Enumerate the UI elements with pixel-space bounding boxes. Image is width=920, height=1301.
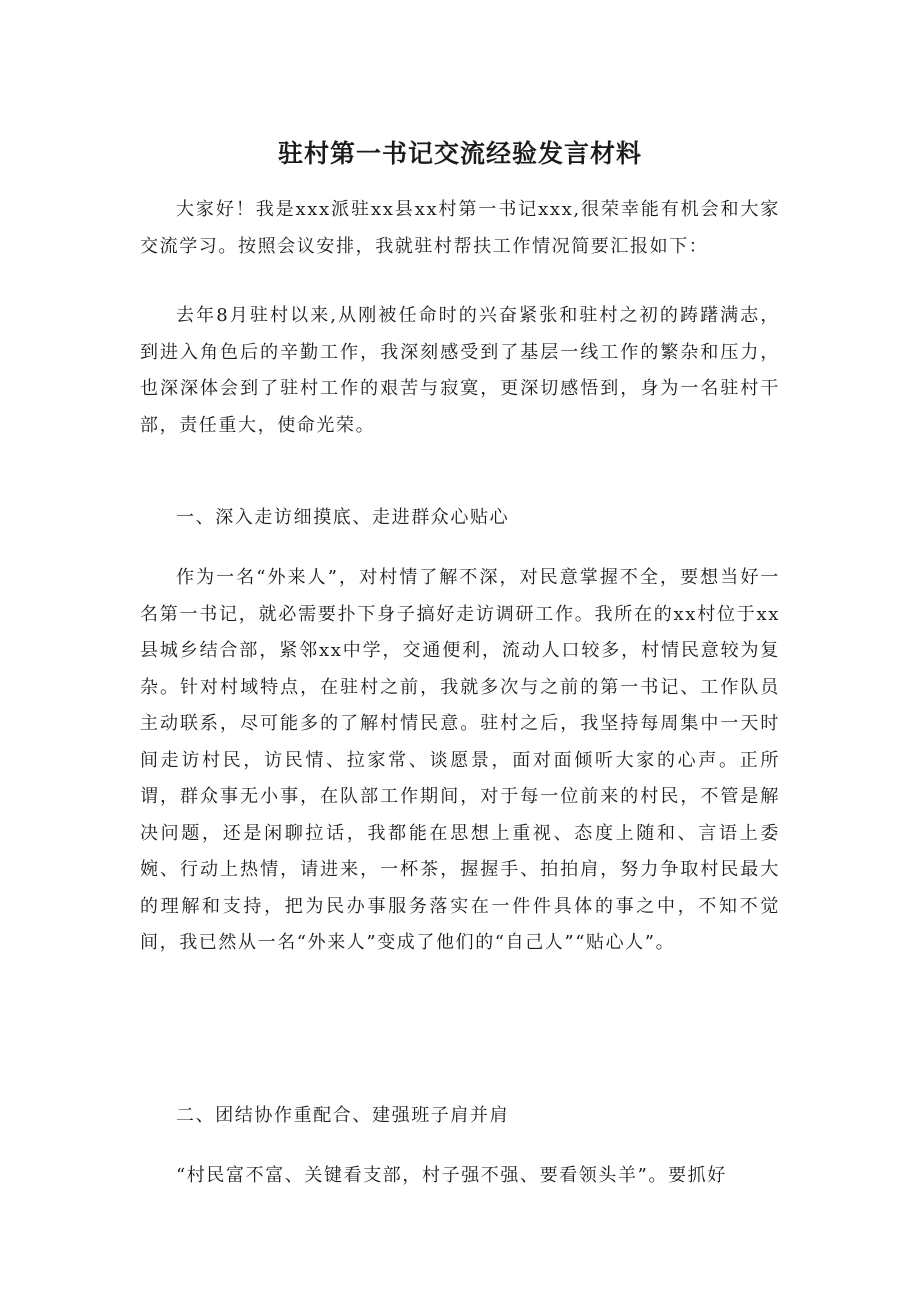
section-1-heading: 一、深入走访细摸底、走进群众心贴心 <box>176 507 510 528</box>
intro-paragraph: 大家好！我是xxx派驻xx县xx村第一书记xxx,很荣幸能有机会和大家交流学习。按照会议安排，我就驻村帮扶工作情况简要汇报如下： <box>140 199 780 257</box>
section-2-body: “村民富不富、关键看支部，村子强不强、要看领头羊”。要抓好 <box>176 1165 727 1186</box>
section-2-heading: 二、团结协作重配合、建强班子肩并肩 <box>176 1105 510 1126</box>
reflection-paragraph: 去年8月驻村以来,从刚被任命时的兴奋紧张和驻村之初的踌躇满志，到进入角色后的辛勤工作，我深刻感受到了基层一线工作的繁杂和压力，也深深体会到了驻村工作的艰苦与寂寞，更深切感悟到，身为一名驻村干部，责任重大，使命光荣。 <box>140 305 780 436</box>
document-title: 驻村第一书记交流经验发言材料 <box>277 139 642 168</box>
section-1-body: 作为一名“外来人”，对村情了解不深，对民意掌握不全，要想当好一名第一书记，就必需要扑下身子搞好走访调研工作。我所在的xx村位于xx县城乡结合部，紧邻xx中学，交通便利，流动人口较多，村情民意较为复杂。针对村域特点，在驻村之前，我就多次与之前的第一书记、工作队员主动联系，尽可能多的了解村情民意。驻村之后，我坚持每周集中一天时间走访村民，访民情、拉家常、谈愿景，面对面倾听大家的心声。正所谓，群众事无小事，在队部工作期间，对于每一位前来的村民，不管是解决问题，还是闲聊拉话，我都能在思想上重视、态度上随和、言语上委婉、行动上热情，请进来，一杯茶，握握手、拍拍肩，努力争取村民最大的理解和支持，把为民办事服务落实在一件件具体的事之中，不知不觉间，我已然从一名“外来人”变成了他们的“自己人”“贴心人”。 <box>140 567 780 953</box>
